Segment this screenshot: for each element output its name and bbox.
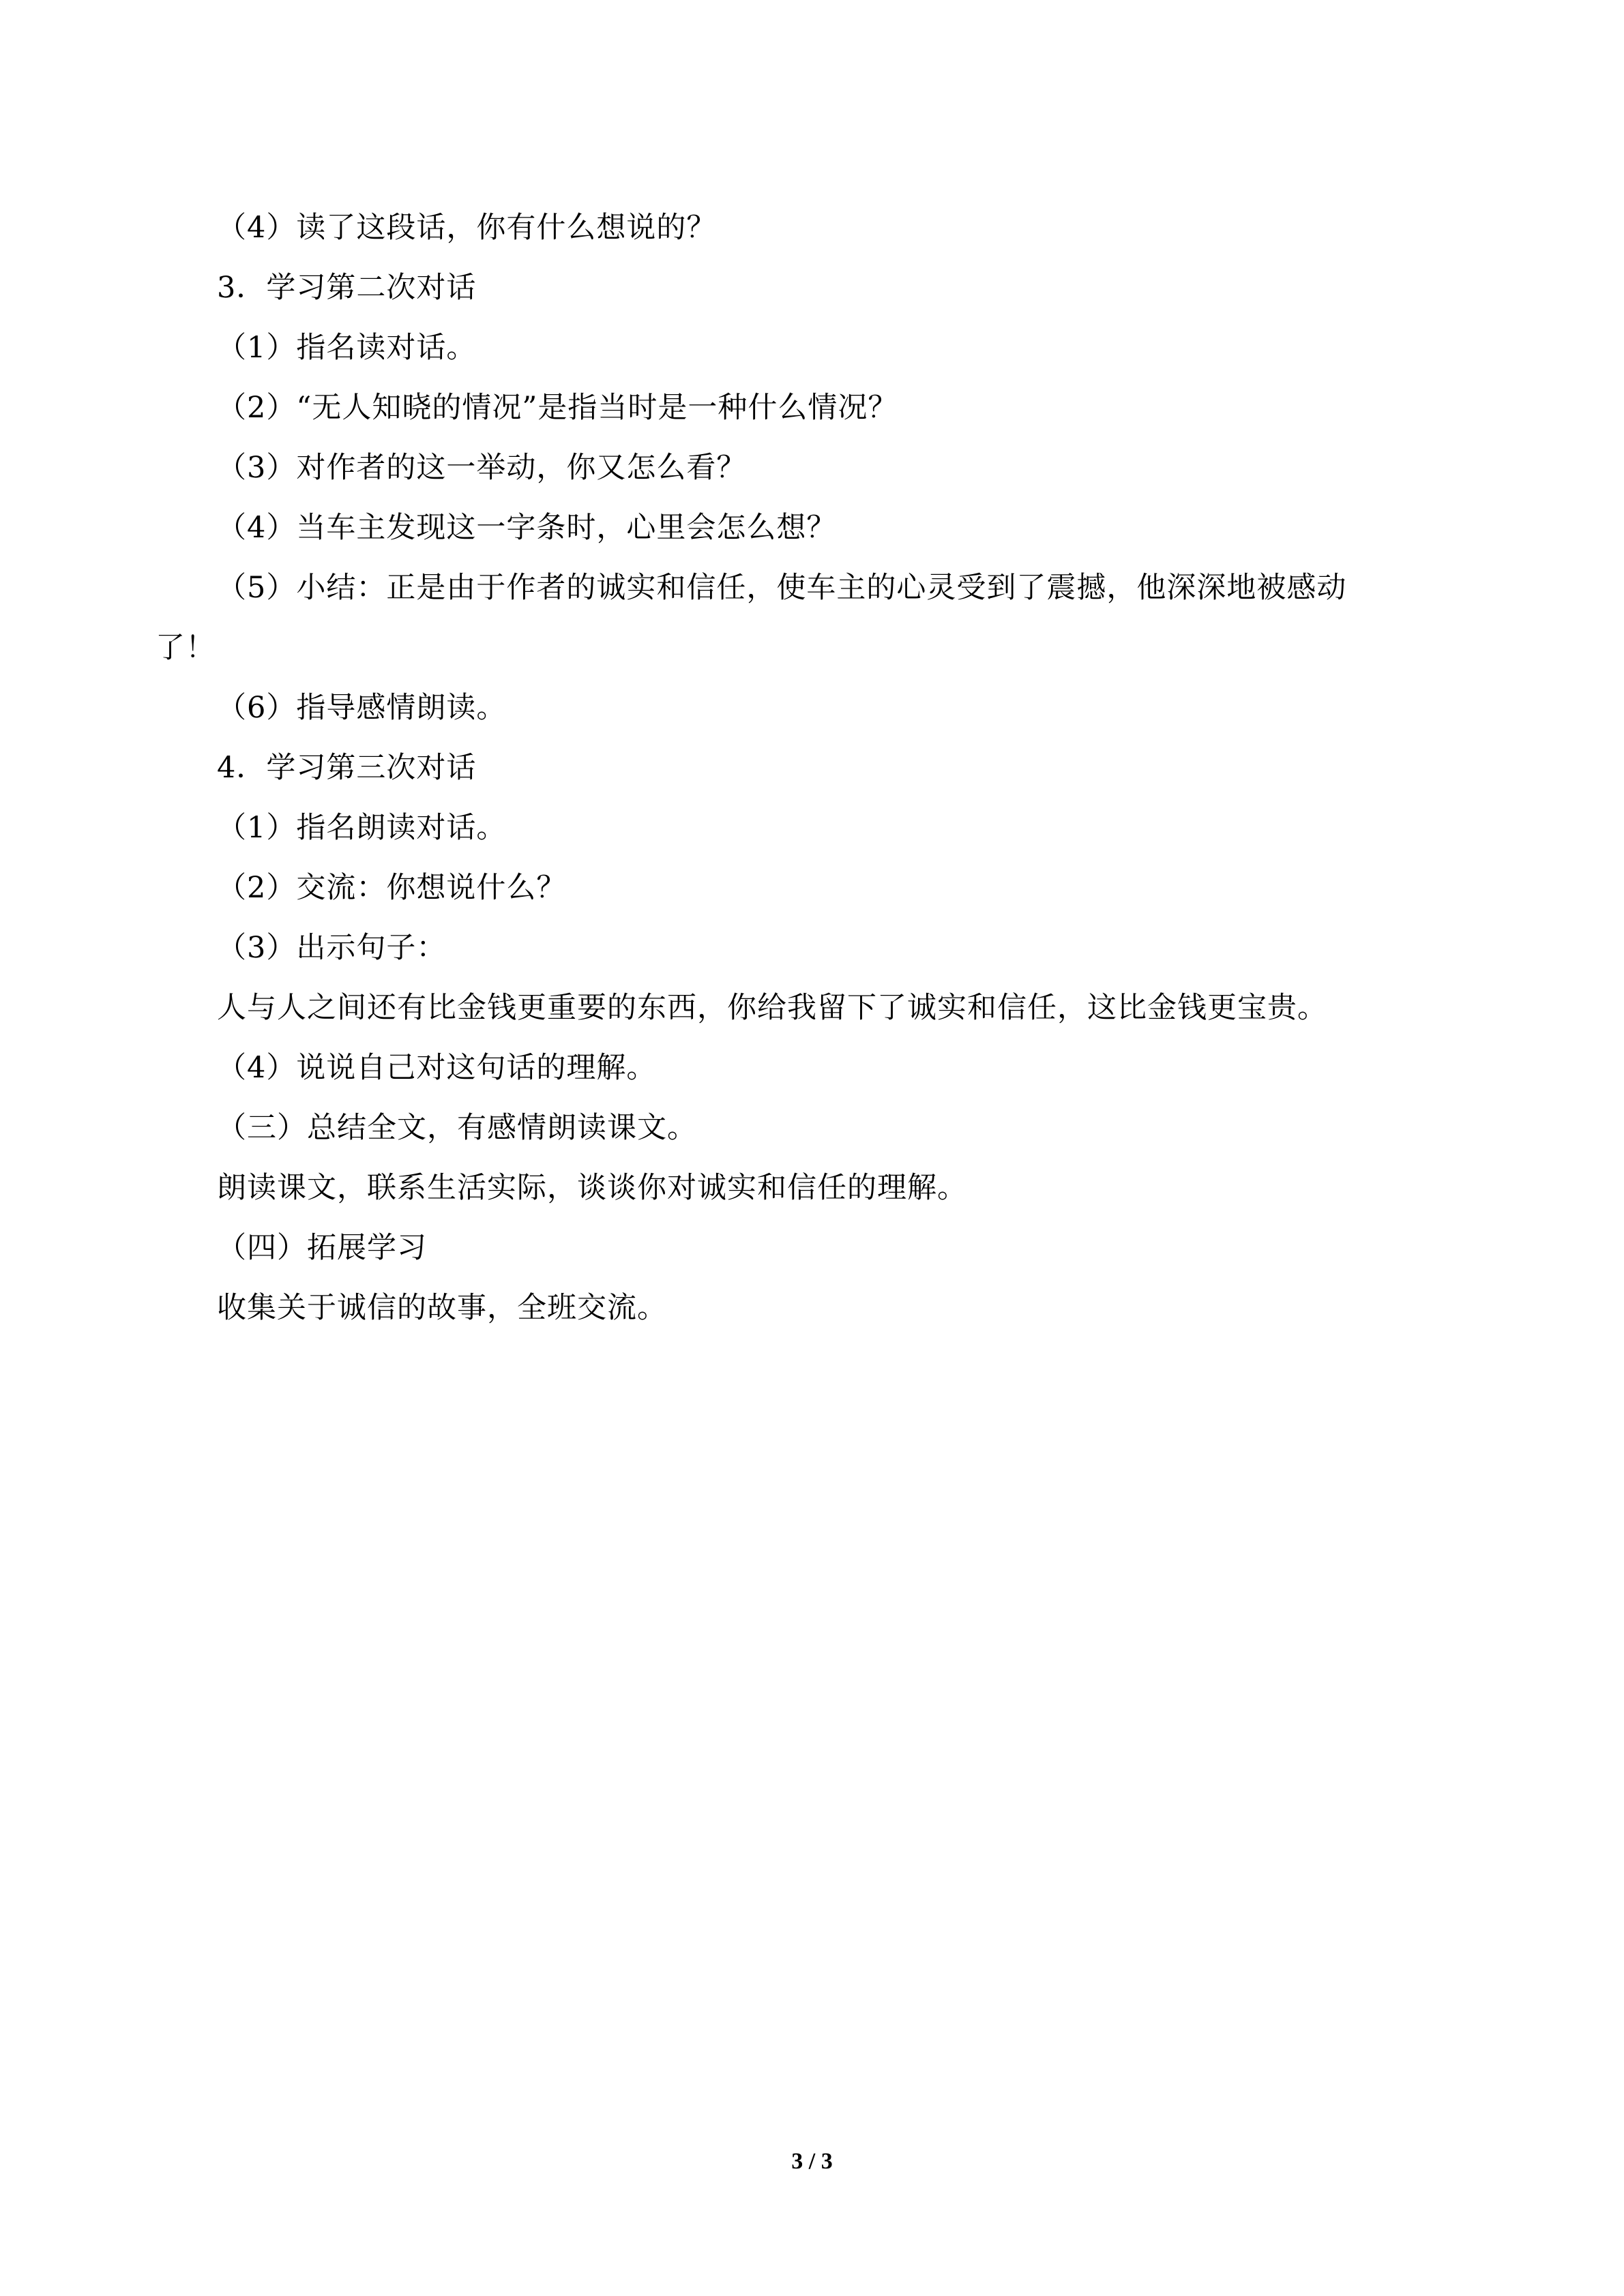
page-number: 3 / 3 <box>791 2149 833 2174</box>
text-line: （4）说说自己对这句话的理解。 <box>217 1051 657 1085</box>
text-line: （1）指名读对话。 <box>217 331 477 365</box>
section-heading: （四）拓展学习 <box>217 1231 427 1265</box>
text-line: （2）交流：你想说什么？ <box>217 871 567 905</box>
text-line-continuation: 了！ <box>156 631 216 665</box>
document-body <box>156 213 1468 1353</box>
text-line: （6）指导感情朗读。 <box>217 691 507 725</box>
quoted-sentence: 人与人之间还有比金钱更重要的东西，你给我留下了诚实和信任，这比金钱更宝贵。 <box>217 991 1327 1025</box>
section-heading: （三）总结全文，有感情朗读课文。 <box>217 1111 697 1145</box>
text-line: （3）对作者的这一举动，你又怎么看？ <box>217 451 747 485</box>
section-heading: 3．学习第二次对话 <box>217 271 477 305</box>
text-line: 收集关于诚信的故事，全班交流。 <box>217 1291 667 1325</box>
text-line: （5）小结：正是由于作者的诚实和信任，使车主的心灵受到了震撼，他深深地被感动 <box>217 571 1347 605</box>
section-heading: 4．学习第三次对话 <box>217 751 477 785</box>
text-line: （2）“无人知晓的情况”是指当时是一种什么情况？ <box>217 391 898 425</box>
text-line: （4）当车主发现这一字条时，心里会怎么想？ <box>217 511 837 545</box>
text-line: （3）出示句子： <box>217 931 447 965</box>
text-line: （4）读了这段话，你有什么想说的？ <box>217 211 717 245</box>
text-line: 朗读课文，联系生活实际，谈谈你对诚实和信任的理解。 <box>217 1171 967 1205</box>
text-line: （1）指名朗读对话。 <box>217 811 507 845</box>
